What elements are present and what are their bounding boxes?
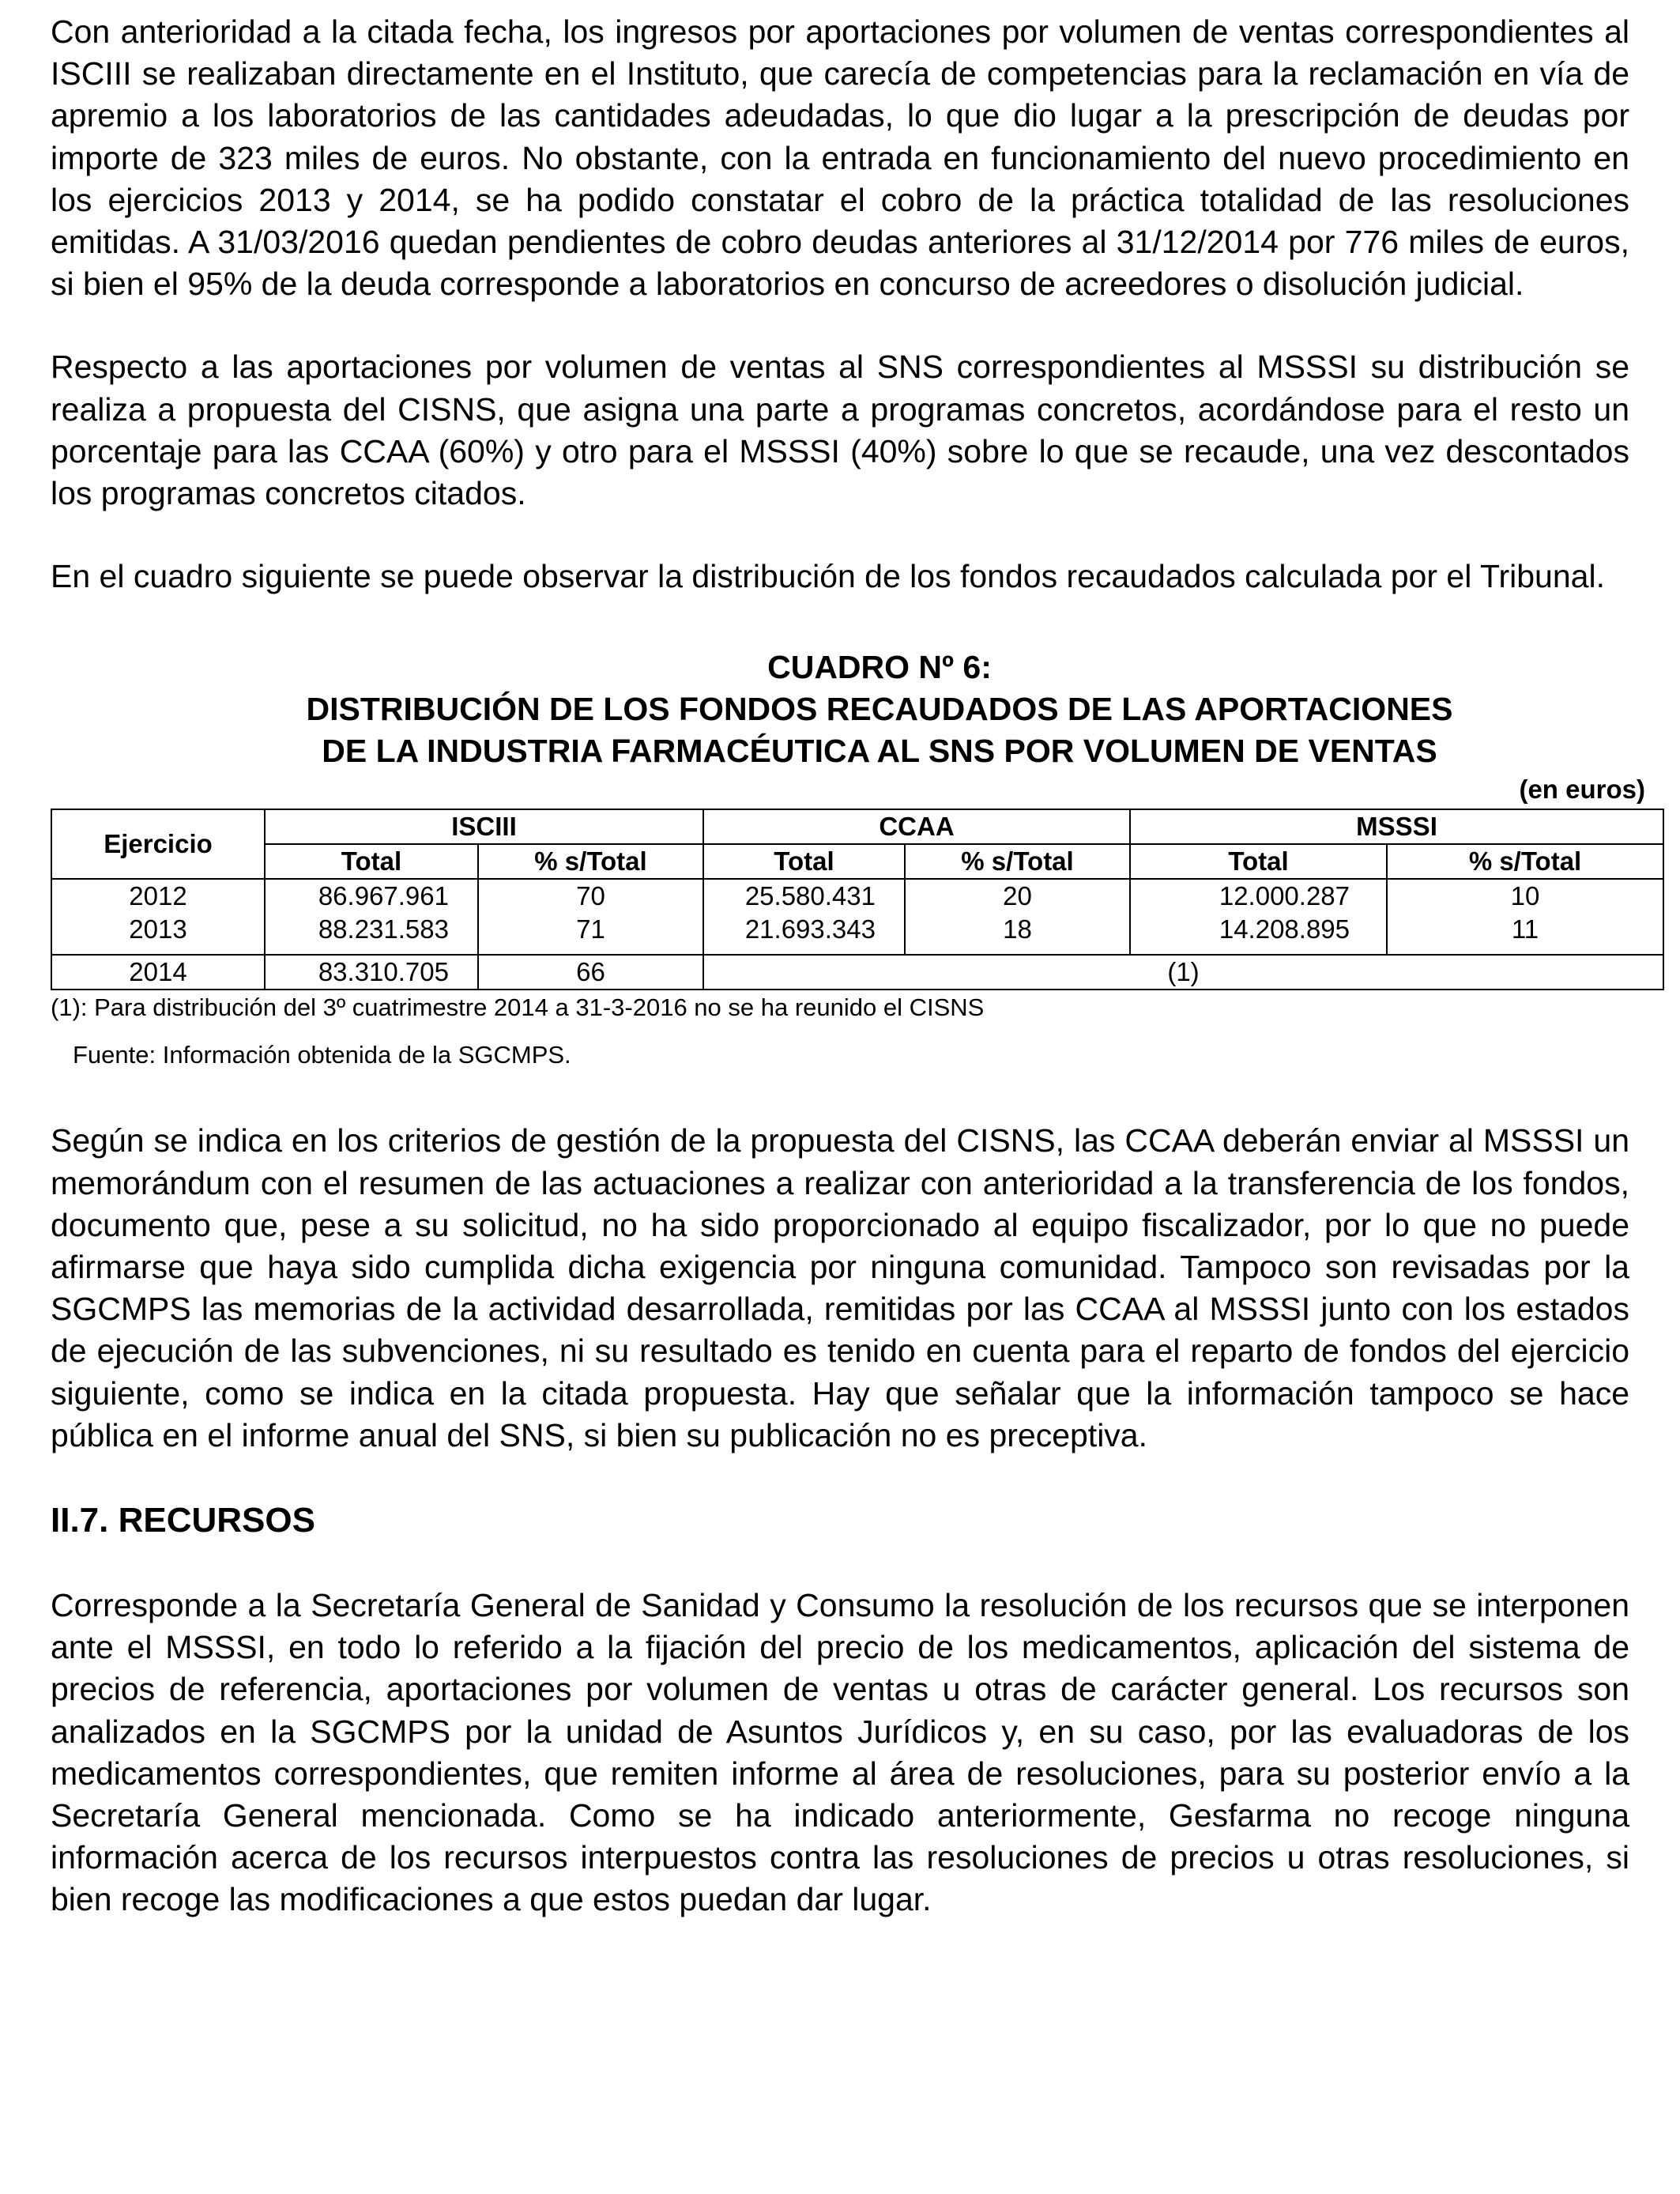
document-page xyxy=(51,11,1645,1921)
header-isciii-pct: % s/Total xyxy=(478,844,703,879)
header-isciii-total: Total xyxy=(265,844,478,879)
header-ccaa-total: Total xyxy=(703,844,905,879)
cell-isciii-pct: 66 xyxy=(478,955,703,990)
cuadro-6 xyxy=(51,647,1645,1071)
cell-msssi-total: 12.000.287 xyxy=(1130,879,1387,913)
table-footnote: (1): Para distribución del 3º cuatrimestre 2014 a 31-3-2016 no se ha reunido el CISNS xyxy=(51,993,985,1022)
cell-year: 2012 xyxy=(51,879,265,913)
cell-msssi-total: 14.208.895 xyxy=(1130,913,1387,946)
cell-ccaa-total: 25.580.431 xyxy=(703,879,905,913)
section-heading: II.7. RECURSOS xyxy=(51,1501,315,1540)
paragraph-recursos: Corresponde a la Secretaría General de Sanidad y Consumo la resolución de los recursos que se interponen ante el MSSSI, en todo lo referido a la fijación del precio de los medicamentos, aplicación del sistema de precios de referencia, aportaciones por volumen de ventas u otras de carácter general. Los recursos son analizados en la SGCMPS por la unidad de Asuntos Jurídicos y, en su caso, por las evaluadoras de los medicamentos correspondientes, que remiten informe al área de resoluciones, para su posterior envío a la Secretaría General mencionada. Como se ha indicado anteriormente, Gesfarma no recoge ninguna información acerca de los recursos interpuestos contra las resoluciones de precios u otras resoluciones, si bien recoge las modificaciones a que estos puedan dar lugar. xyxy=(51,1587,1629,1918)
header-msssi-pct: % s/Total xyxy=(1387,844,1663,879)
table-row xyxy=(51,879,1663,913)
header-ejercicio: Ejercicio xyxy=(51,809,265,879)
table-row xyxy=(51,955,1663,990)
cell-year: 2014 xyxy=(51,955,265,990)
cuadro-title-line-1: DISTRIBUCIÓN DE LOS FONDOS RECAUDADOS DE LAS APORTACIONES xyxy=(306,691,1453,728)
cell-isciii-pct: 70 xyxy=(478,879,703,913)
table-spacer-row xyxy=(51,946,1663,955)
table-header-row-1 xyxy=(51,809,1663,844)
paragraph-memorandum: Según se indica en los criterios de gestión de la propuesta del CISNS, las CCAA deberán enviar al MSSSI un memorándum con el resumen de las actuaciones a realizar con anterioridad a la transferencia de los fondos, documento que, pese a su solicitud, no ha sido proporcionado al equipo fiscalizador, por lo que no puede afirmarse que haya sido cumplida dicha exigencia por ninguna comunidad. Tampoco son revisadas por la SGCMPS las memorias de la actividad desarrollada, remitidas por las CCAA al MSSSI junto con los estados de ejecución de las subvenciones, ni su resultado es tenido en cuenta para el reparto de fondos del ejercicio siguiente, como se indica en la citada propuesta. Hay que señalar que la información tampoco se hace pública en el informe anual del SNS, si bien su publicación no es preceptiva. xyxy=(51,1122,1629,1453)
table-source: Fuente: Información obtenida de la SGCMPS. xyxy=(73,1041,571,1069)
table-row xyxy=(51,913,1663,946)
cell-ccaa-pct: 20 xyxy=(905,879,1130,913)
header-msssi-total: Total xyxy=(1130,844,1387,879)
header-group-ccaa: CCAA xyxy=(703,809,1130,844)
cuadro-title-line-2: DE LA INDUSTRIA FARMACÉUTICA AL SNS POR VOLUMEN DE VENTAS xyxy=(322,733,1437,770)
table-header-row-2 xyxy=(51,844,1663,879)
cuadro-number: CUADRO Nº 6: xyxy=(767,649,992,686)
header-ccaa-pct: % s/Total xyxy=(905,844,1130,879)
cell-merged-note: (1) xyxy=(703,955,1663,990)
cell-isciii-total: 86.967.961 xyxy=(265,879,478,913)
header-group-msssi: MSSSI xyxy=(1130,809,1663,844)
cell-year: 2013 xyxy=(51,913,265,946)
cell-msssi-pct: 11 xyxy=(1387,913,1663,946)
cell-isciii-total: 83.310.705 xyxy=(265,955,478,990)
cell-isciii-pct: 71 xyxy=(478,913,703,946)
distribution-table xyxy=(51,809,1664,990)
cell-msssi-pct: 10 xyxy=(1387,879,1663,913)
cell-isciii-total: 88.231.583 xyxy=(265,913,478,946)
paragraph-isciii-prescription: Con anterioridad a la citada fecha, los ingresos por aportaciones por volumen de ventas correspondientes al ISCIII se realizaban directamente en el Instituto, que carecía de competencias para la reclamación en vía de apremio a los laboratorios de las cantidades adeudadas, lo que dio lugar a la prescripción de deudas por importe de 323 miles de euros. No obstante, con la entrada en funcionamiento del nuevo procedimiento en los ejercicios 2013 y 2014, se ha podido constatar el cobro de la práctica totalidad de las resoluciones emitidas. A 31/03/2016 quedan pendientes de cobro deudas anteriores al 31/12/2014 por 776 miles de euros, si bien el 95% de la deuda corresponde a laboratorios en concurso de acreedores o disolución judicial. xyxy=(51,13,1629,303)
paragraph-table-intro: En el cuadro siguiente se puede observar la distribución de los fondos recaudados calculada por el Tribunal. xyxy=(51,558,1605,595)
cell-ccaa-total: 21.693.343 xyxy=(703,913,905,946)
header-group-isciii: ISCIII xyxy=(265,809,703,844)
units-label: (en euros) xyxy=(1519,775,1645,805)
cell-ccaa-pct: 18 xyxy=(905,913,1130,946)
paragraph-distribution-cisns: Respecto a las aportaciones por volumen de ventas al SNS correspondientes al MSSSI su distribución se realiza a propuesta del CISNS, que asigna una parte a programas concretos, acordándose para el resto un porcentaje para las CCAA (60%) y otro para el MSSSI (40%) sobre lo que se recaude, una vez descontados los programas concretos citados. xyxy=(51,349,1629,512)
